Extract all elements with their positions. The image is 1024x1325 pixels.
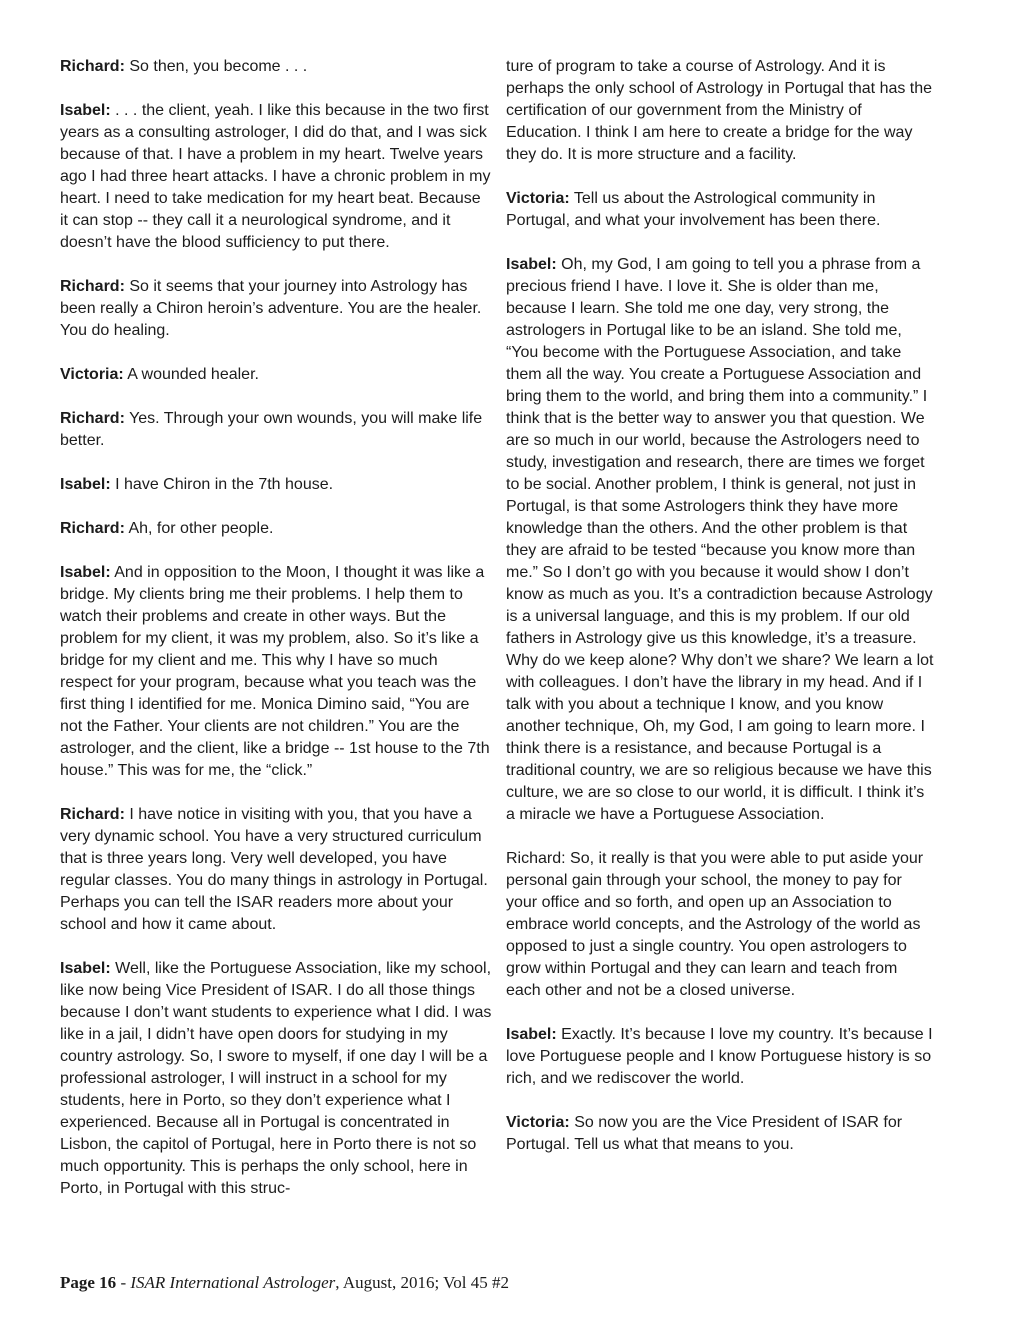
speaker-label: Isabel:: [60, 102, 111, 119]
speaker-label: Richard:: [60, 410, 125, 427]
speaker-label-plain: Richard:: [506, 850, 566, 867]
interview-paragraph: [60, 474, 492, 496]
speaker-label: Isabel:: [506, 256, 557, 273]
paragraph-text: So then, you become . . .: [129, 58, 308, 75]
interview-paragraph: [60, 56, 492, 78]
speaker-label: Isabel:: [60, 476, 111, 493]
paragraph-text: Well, like the Portuguese Association, like my school, like now being Vice President of ISAR. I do all those things because I don’t want students to experience what I did. I was like in a jail, I didn’t have open doors for studying in my country astrology. So, I swore to myself, if one day I will be a professional astrologer, I will instruct in a school for my students, here in Porto, so they don’t experience what I experienced. Because all in Portugal is concentrated in Lisbon, the capitol of Portugal, here in Porto there is not so much opportunity. This is perhaps the only school, here in Porto, in Portugal with this struc-: [60, 960, 492, 1197]
speaker-label: Isabel:: [506, 1026, 557, 1043]
interview-paragraph: [60, 804, 492, 936]
interview-paragraph: [60, 364, 492, 386]
paragraph-text: A wounded healer.: [127, 366, 259, 383]
speaker-label: Richard:: [60, 806, 125, 823]
interview-paragraph: [60, 518, 492, 540]
speaker-label: Isabel:: [60, 960, 111, 977]
paragraph-text: So it seems that your journey into Astrology has been really a Chiron heroin’s adventure. You are the healer. You do healing.: [60, 278, 482, 339]
interview-paragraph: [60, 562, 492, 782]
speaker-label: Victoria:: [506, 1114, 570, 1131]
interview-paragraph: [60, 408, 492, 452]
interview-paragraph: [506, 1112, 934, 1156]
paragraph-text: So now you are the Vice President of ISAR for Portugal. Tell us what that means to you.: [506, 1114, 903, 1153]
speaker-label: Victoria:: [506, 190, 570, 207]
issue-info: , August, 2016; Vol 45 #2: [335, 1273, 509, 1292]
footer-separator: -: [116, 1273, 131, 1292]
paragraph-text: Tell us about the Astrological community in Portugal, and what your involvement has been there.: [506, 190, 881, 229]
speaker-label: Richard:: [60, 520, 125, 537]
interview-paragraph: [60, 100, 492, 254]
interview-paragraph: [60, 276, 492, 342]
page-footer: [60, 1273, 509, 1293]
paragraph-text: ture of program to take a course of Astrology. And it is perhaps the only school of Astrology in Portugal that has the certification of our government from the Ministry of Education. I think I am here to create a bridge for the way they do. It is more structure and a facility.: [506, 58, 933, 163]
interview-paragraph: [60, 958, 492, 1200]
paragraph-text: Ah, for other people.: [128, 520, 274, 537]
interview-paragraph: [506, 254, 934, 826]
speaker-label: Victoria:: [60, 366, 124, 383]
left-column: [60, 56, 492, 1222]
right-column: [506, 56, 934, 1178]
paragraph-text: I have notice in visiting with you, that you have a very dynamic school. You have a very structured curriculum that is three years long. Very well developed, you have regular classes. You do many things in astrology in Portugal. Perhaps you can tell the ISAR readers more about your school and how it came about.: [60, 806, 488, 933]
speaker-label: Richard:: [60, 58, 125, 75]
paragraph-text: . . . the client, yeah. I like this because in the two first years as a consulting astrologer, I did do that, and I was sick because of that. I have a problem in my heart. Twelve years ago I had three heart attacks. I have a chronic problem in my heart. I need to take medication for my heart beat. Because it can stop -- they call it a neurological syndrome, and it doesn’t have the blood sufficiency to put there.: [60, 102, 491, 251]
paragraph-text: I have Chiron in the 7th house.: [115, 476, 334, 493]
speaker-label: Richard:: [60, 278, 125, 295]
interview-paragraph: [506, 848, 934, 1002]
publication-title: ISAR International Astrologer: [130, 1273, 336, 1292]
paragraph-text: Oh, my God, I am going to tell you a phrase from a precious friend I have. I love it. She is older than me, because I learn. She told me one day, very strong, the astrologers in Portugal like to be an island. She told me, “You become with the Portuguese Association, and take them all the way. You create a Portuguese Association and bring them to the world, and bring them into a community.” I think that is the better way to answer you that question. We are so much in our world, because the Astrologers need to study, investigation and research, there are times we forget to be social. Another problem, I think is general, not just in Portugal, is that some Astrologers think they have more knowledge than the others. And the other problem is that they are afraid to be tested “because you know more than me.” So I don’t go with you because it would show I don’t know as much as you. It’s a contradiction because Astrology is a universal language, and this is my problem. If our old fathers in Astrology give us this knowledge, it’s a treasure. Why do we keep alone? Why don’t we share? We learn a lot with colleagues. I don’t have the library in my head. And if I talk with you about a technique I know, and you know another technique, Oh, my God, I am going to learn more. I think there is a resistance, and because Portugal is a traditional country, we are so religious because we have this culture, we are so close to our world, it is difficult. I think it’s a miracle we have a Portuguese Association.: [506, 256, 934, 823]
speaker-label: Isabel:: [60, 564, 111, 581]
interview-paragraph: [506, 188, 934, 232]
paragraph-text: Exactly. It’s because I love my country. It’s because I love Portuguese people and I know Portuguese history is so rich, and we rediscover the world.: [506, 1026, 933, 1087]
paragraph-text: So, it really is that you were able to put aside your personal gain through your school, the money to pay for your office and so forth, and open up an Association to embrace world concepts, and the Astrology of the world as opposed to just a single country. You open astrologers to grow within Portugal and they can learn and teach from each other and not be a closed universe.: [506, 850, 924, 999]
page-number: Page 16: [60, 1273, 117, 1292]
interview-paragraph: [506, 1024, 934, 1090]
interview-paragraph: [506, 56, 934, 166]
paragraph-text: And in opposition to the Moon, I thought it was like a bridge. My clients bring me their problems. I help them to watch their problems and create in other ways. But the problem for my client, it was my problem, also. So it’s like a bridge for my client and me. This why I have so much respect for your program, because what you teach was the first thing I identified for me. Monica Dimino said, “You are not the Father. Your clients are not children.” You are the astrologer, and the client, like a bridge -- 1st house to the 7th house.” This was for me, the “click.”: [60, 564, 490, 779]
paragraph-text: Yes. Through your own wounds, you will make life better.: [60, 410, 483, 449]
